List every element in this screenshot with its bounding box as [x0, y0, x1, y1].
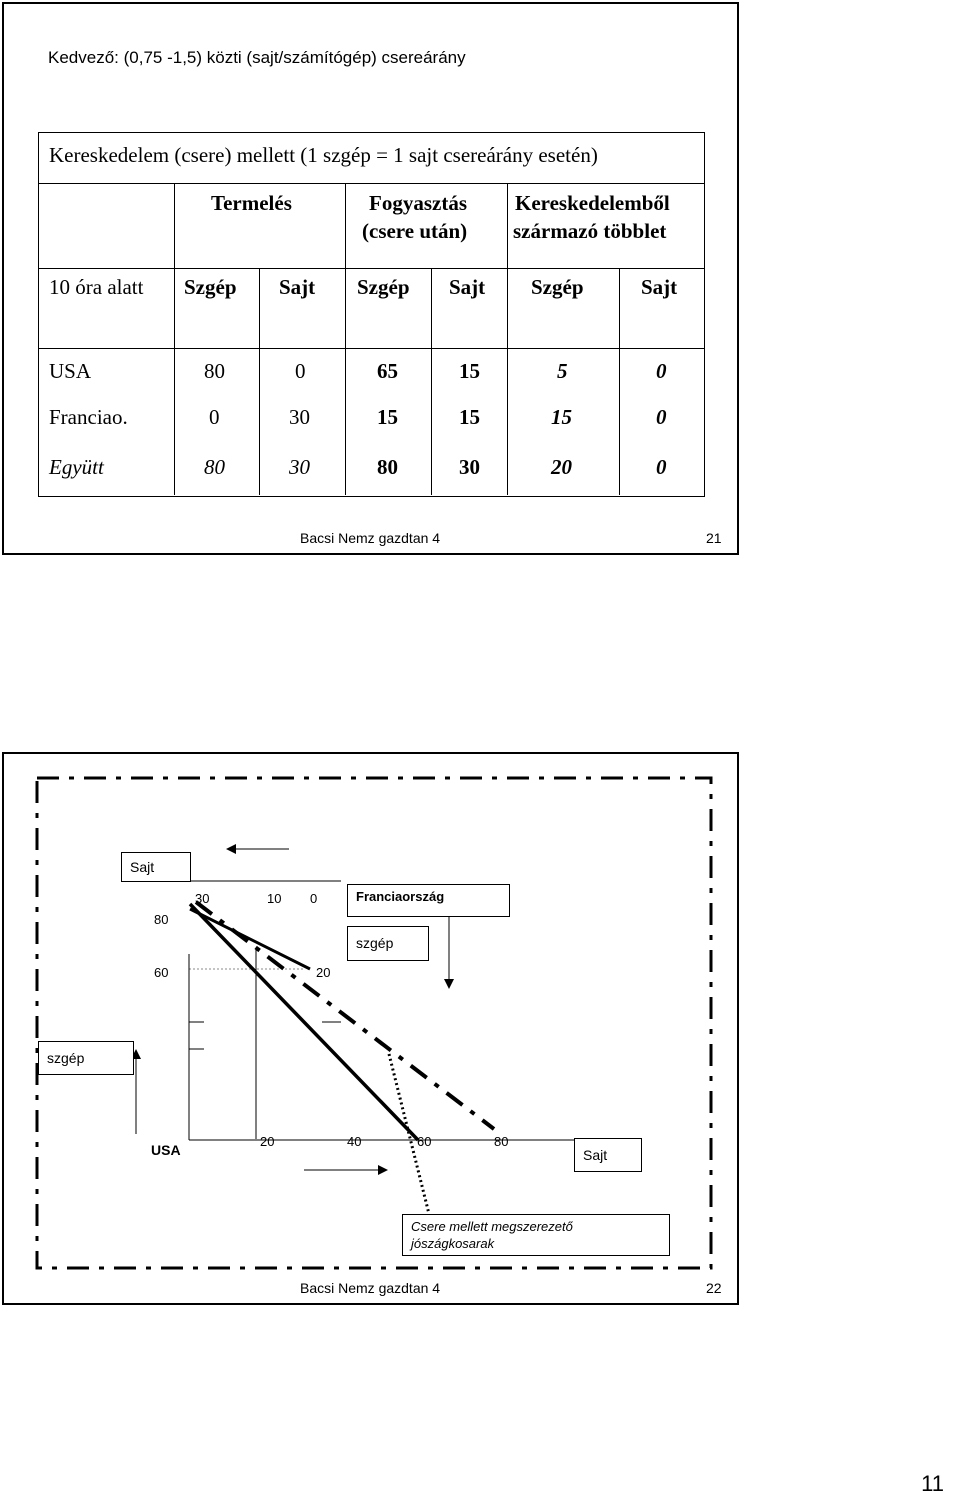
slide-22 [2, 752, 739, 1305]
table-cell: 30 [289, 405, 310, 429]
subheader-surplus-sajt: Sajt [641, 275, 678, 299]
france-tick-0: 0 [310, 891, 318, 906]
table-cell: 30 [289, 455, 310, 479]
slide-footer: Bacsi Nemz gazdtan 4 [300, 530, 441, 546]
row-label-header: 10 óra alatt [49, 275, 144, 299]
france-ppf-line [190, 909, 310, 969]
szgep-box-top: szgép [347, 926, 429, 961]
callout-line2: jószágkosarak [411, 1236, 495, 1251]
france-tick-30: 30 [195, 891, 210, 906]
arrow-left-head [226, 844, 236, 854]
table-cell: 0 [209, 405, 220, 429]
table-cell: 65 [377, 359, 398, 383]
table-cell: 80 [204, 455, 225, 479]
x-tick-80: 80 [494, 1134, 509, 1149]
page-number: 11 [921, 1471, 944, 1496]
subheader-prod-szgep: Szgép [184, 275, 237, 299]
slide-number: 21 [706, 530, 722, 546]
table-cell: 5 [557, 359, 568, 383]
callout-line1: Csere mellett megszerezető [411, 1219, 573, 1234]
table-cell: 20 [551, 455, 572, 479]
slide-footer: Bacsi Nemz gazdtan 4 [300, 1280, 441, 1296]
franciaorszag-box: Franciaország [347, 884, 510, 917]
y-tick-60: 60 [154, 965, 169, 980]
table-cell: 0 [656, 405, 667, 429]
table-cell: 15 [551, 405, 572, 429]
slide-21 [2, 2, 739, 555]
france-tick-20: 20 [316, 965, 331, 980]
header-kereskedelembol: Kereskedelemből [515, 191, 670, 215]
sajt-box: Sajt [121, 852, 191, 882]
subheader-cons-sajt: Sajt [449, 275, 486, 299]
x-tick-60: 60 [417, 1134, 432, 1149]
table-cell: 0 [295, 359, 306, 383]
x-tick-40: 40 [347, 1134, 362, 1149]
usa-label: USA [151, 1142, 181, 1158]
trade-table [38, 132, 705, 497]
row-label-egyutt: Együtt [49, 455, 104, 479]
slide-subtitle: Kedvező: (0,75 -1,5) közti (sajt/számítógép) csereárány [48, 48, 466, 67]
szgep-box-left: szgép [38, 1041, 134, 1075]
header-termeles: Termelés [211, 191, 292, 215]
x-tick-20: 20 [260, 1134, 275, 1149]
table-cell: 80 [204, 359, 225, 383]
arrow-down-head [444, 979, 454, 989]
table-cell: 0 [656, 455, 667, 479]
table-cell: 15 [459, 405, 480, 429]
arrow-right-head [378, 1165, 388, 1175]
table-cell: 30 [459, 455, 480, 479]
callout-box [402, 1214, 670, 1256]
slide-number: 22 [706, 1280, 722, 1296]
header-csere-utan: (csere után) [362, 219, 468, 243]
table-cell: 0 [656, 359, 667, 383]
subheader-surplus-szgep: Szgép [531, 275, 584, 299]
subheader-prod-sajt: Sajt [279, 275, 316, 299]
france-tick-10: 10 [267, 891, 282, 906]
y-tick-80: 80 [154, 912, 169, 927]
sajt-box-bottom: Sajt [574, 1138, 642, 1172]
header-tobblet: származó többlet [513, 219, 667, 243]
table-cell: 15 [459, 359, 480, 383]
table-title: Kereskedelem (csere) mellett (1 szgép = 1 sajt csereárány esetén) [49, 143, 598, 167]
subheader-cons-szgep: Szgép [357, 275, 410, 299]
table-cell: 15 [377, 405, 398, 429]
table-cell: 80 [377, 455, 398, 479]
header-fogyasztas: Fogyasztás [369, 191, 467, 215]
row-label-franciao: Franciao. [49, 405, 128, 429]
row-label-usa: USA [49, 359, 92, 383]
